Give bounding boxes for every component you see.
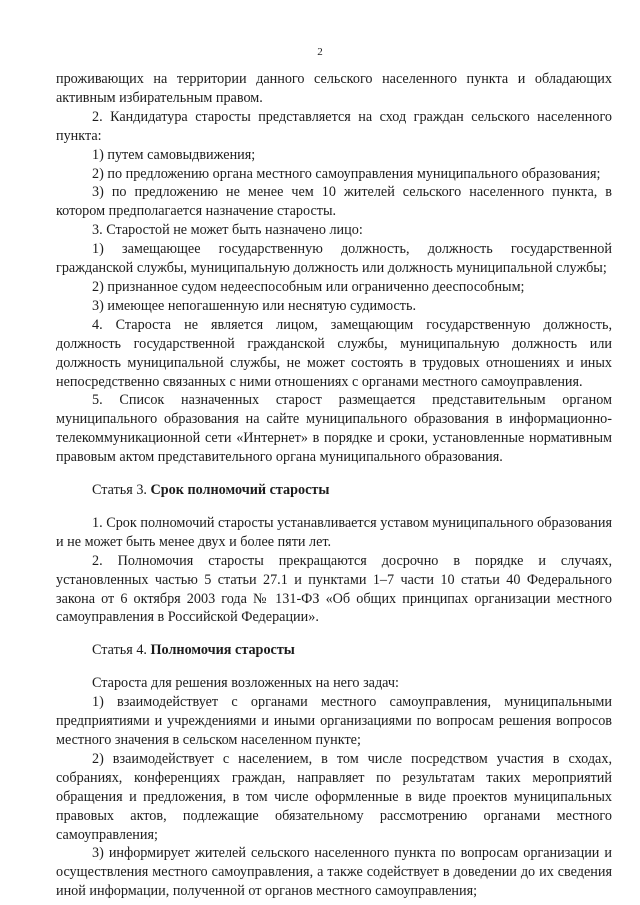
paragraph-2: 2. Кандидатура старосты представляется на сход граждан сельского населенного пункта:: [56, 108, 612, 144]
paragraph-2-item-3: 3) по предложению не менее чем 10 жителей сельского населенного пункта, в котором предполагается назначение старосты.: [56, 184, 612, 220]
paragraph-3-item-1: 1) замещающее государственную должность, должность государственной гражданской службы, муниципальную должность или должность муниципальной службы;: [56, 241, 612, 277]
article-4-intro: Староста для решения возложенных на него задач:: [92, 675, 399, 692]
paragraph-2-item-1: 1) путем самовыдвижения;: [92, 146, 256, 163]
paragraph-3-item-3: 3) имеющее непогашенную или неснятую судимость.: [92, 297, 417, 314]
article-3-item-2: 2. Полномочия старосты прекращаются досрочно в порядке и случаях, установленных частью 5 статьи 27.1 и пунктами 1–7 части 10 статьи 40 Федерального закона от 6 октября 2003 года № 131-ФЗ «Об общих принципах организации местного самоуправления в Российской Федерации».: [56, 552, 612, 626]
paragraph-5: 5. Список назначенных старост размещается представительным органом муниципального образования на сайте муниципального образования в информационно-телекоммуникационной сети «Интернет» в порядке и сроки, установленные нормативным правовым актом представительного органа муниципального образования.: [56, 392, 612, 466]
paragraph-4: 4. Староста не является лицом, замещающим государственную должность, должность государственной гражданской службы, муниципальную должность или должность муниципальной службы, не может состоять в трудовых отношениях и иных непосредственно связанных с ними отношениях с органами местного самоуправления.: [56, 316, 612, 390]
article-4-item-1: 1) взаимодействует с органами местного самоуправления, муниципальными предприятиями и учреждениями и иными организациями по вопросам решения вопросов местного значения в сельском населенном пункте;: [56, 694, 612, 748]
article-4-item-3: 3) информирует жителей сельского населенного пункта по вопросам организации и осуществления местного самоуправления, а также содействует в доведении до их сведения иной информации, полученной от органов местного самоуправления;: [56, 845, 612, 900]
document-body: [56, 70, 612, 901]
article-4-prefix: Статья 4.: [92, 642, 147, 659]
paragraph-3: 3. Старостой не может быть назначено лицо:: [92, 222, 363, 239]
paragraph-2-item-2: 2) по предложению органа местного самоуправления муниципального образования;: [92, 165, 601, 182]
article-3-prefix: Статья 3.: [92, 482, 147, 499]
paragraph-3-item-2: 2) признанное судом недееспособным или ограниченно дееспособным;: [92, 278, 525, 295]
article-4-title: Полномочия старосты: [150, 642, 295, 659]
article-3-title: Срок полномочий старосты: [150, 482, 330, 499]
page-number: 2: [317, 46, 323, 58]
article-3-item-1: 1. Срок полномочий старосты устанавливается уставом муниципального образования и не может быть менее двух и более пяти лет.: [56, 514, 612, 550]
article-4-heading: [56, 641, 612, 660]
article-3-heading: [56, 481, 612, 500]
article-4-item-2: 2) взаимодействует с населением, в том числе посредством участия в сходах, собраниях, конференциях граждан, направляет по результатам таких мероприятий обращения и предложения, в том числе оформленные в виде проектов муниципальных правовых актов, подлежащие обязательному рассмотрению органами местного самоуправления;: [56, 750, 612, 843]
paragraph-intro: проживающих на территории данного сельского населенного пункта и обладающих активным избирательным правом.: [56, 71, 612, 106]
